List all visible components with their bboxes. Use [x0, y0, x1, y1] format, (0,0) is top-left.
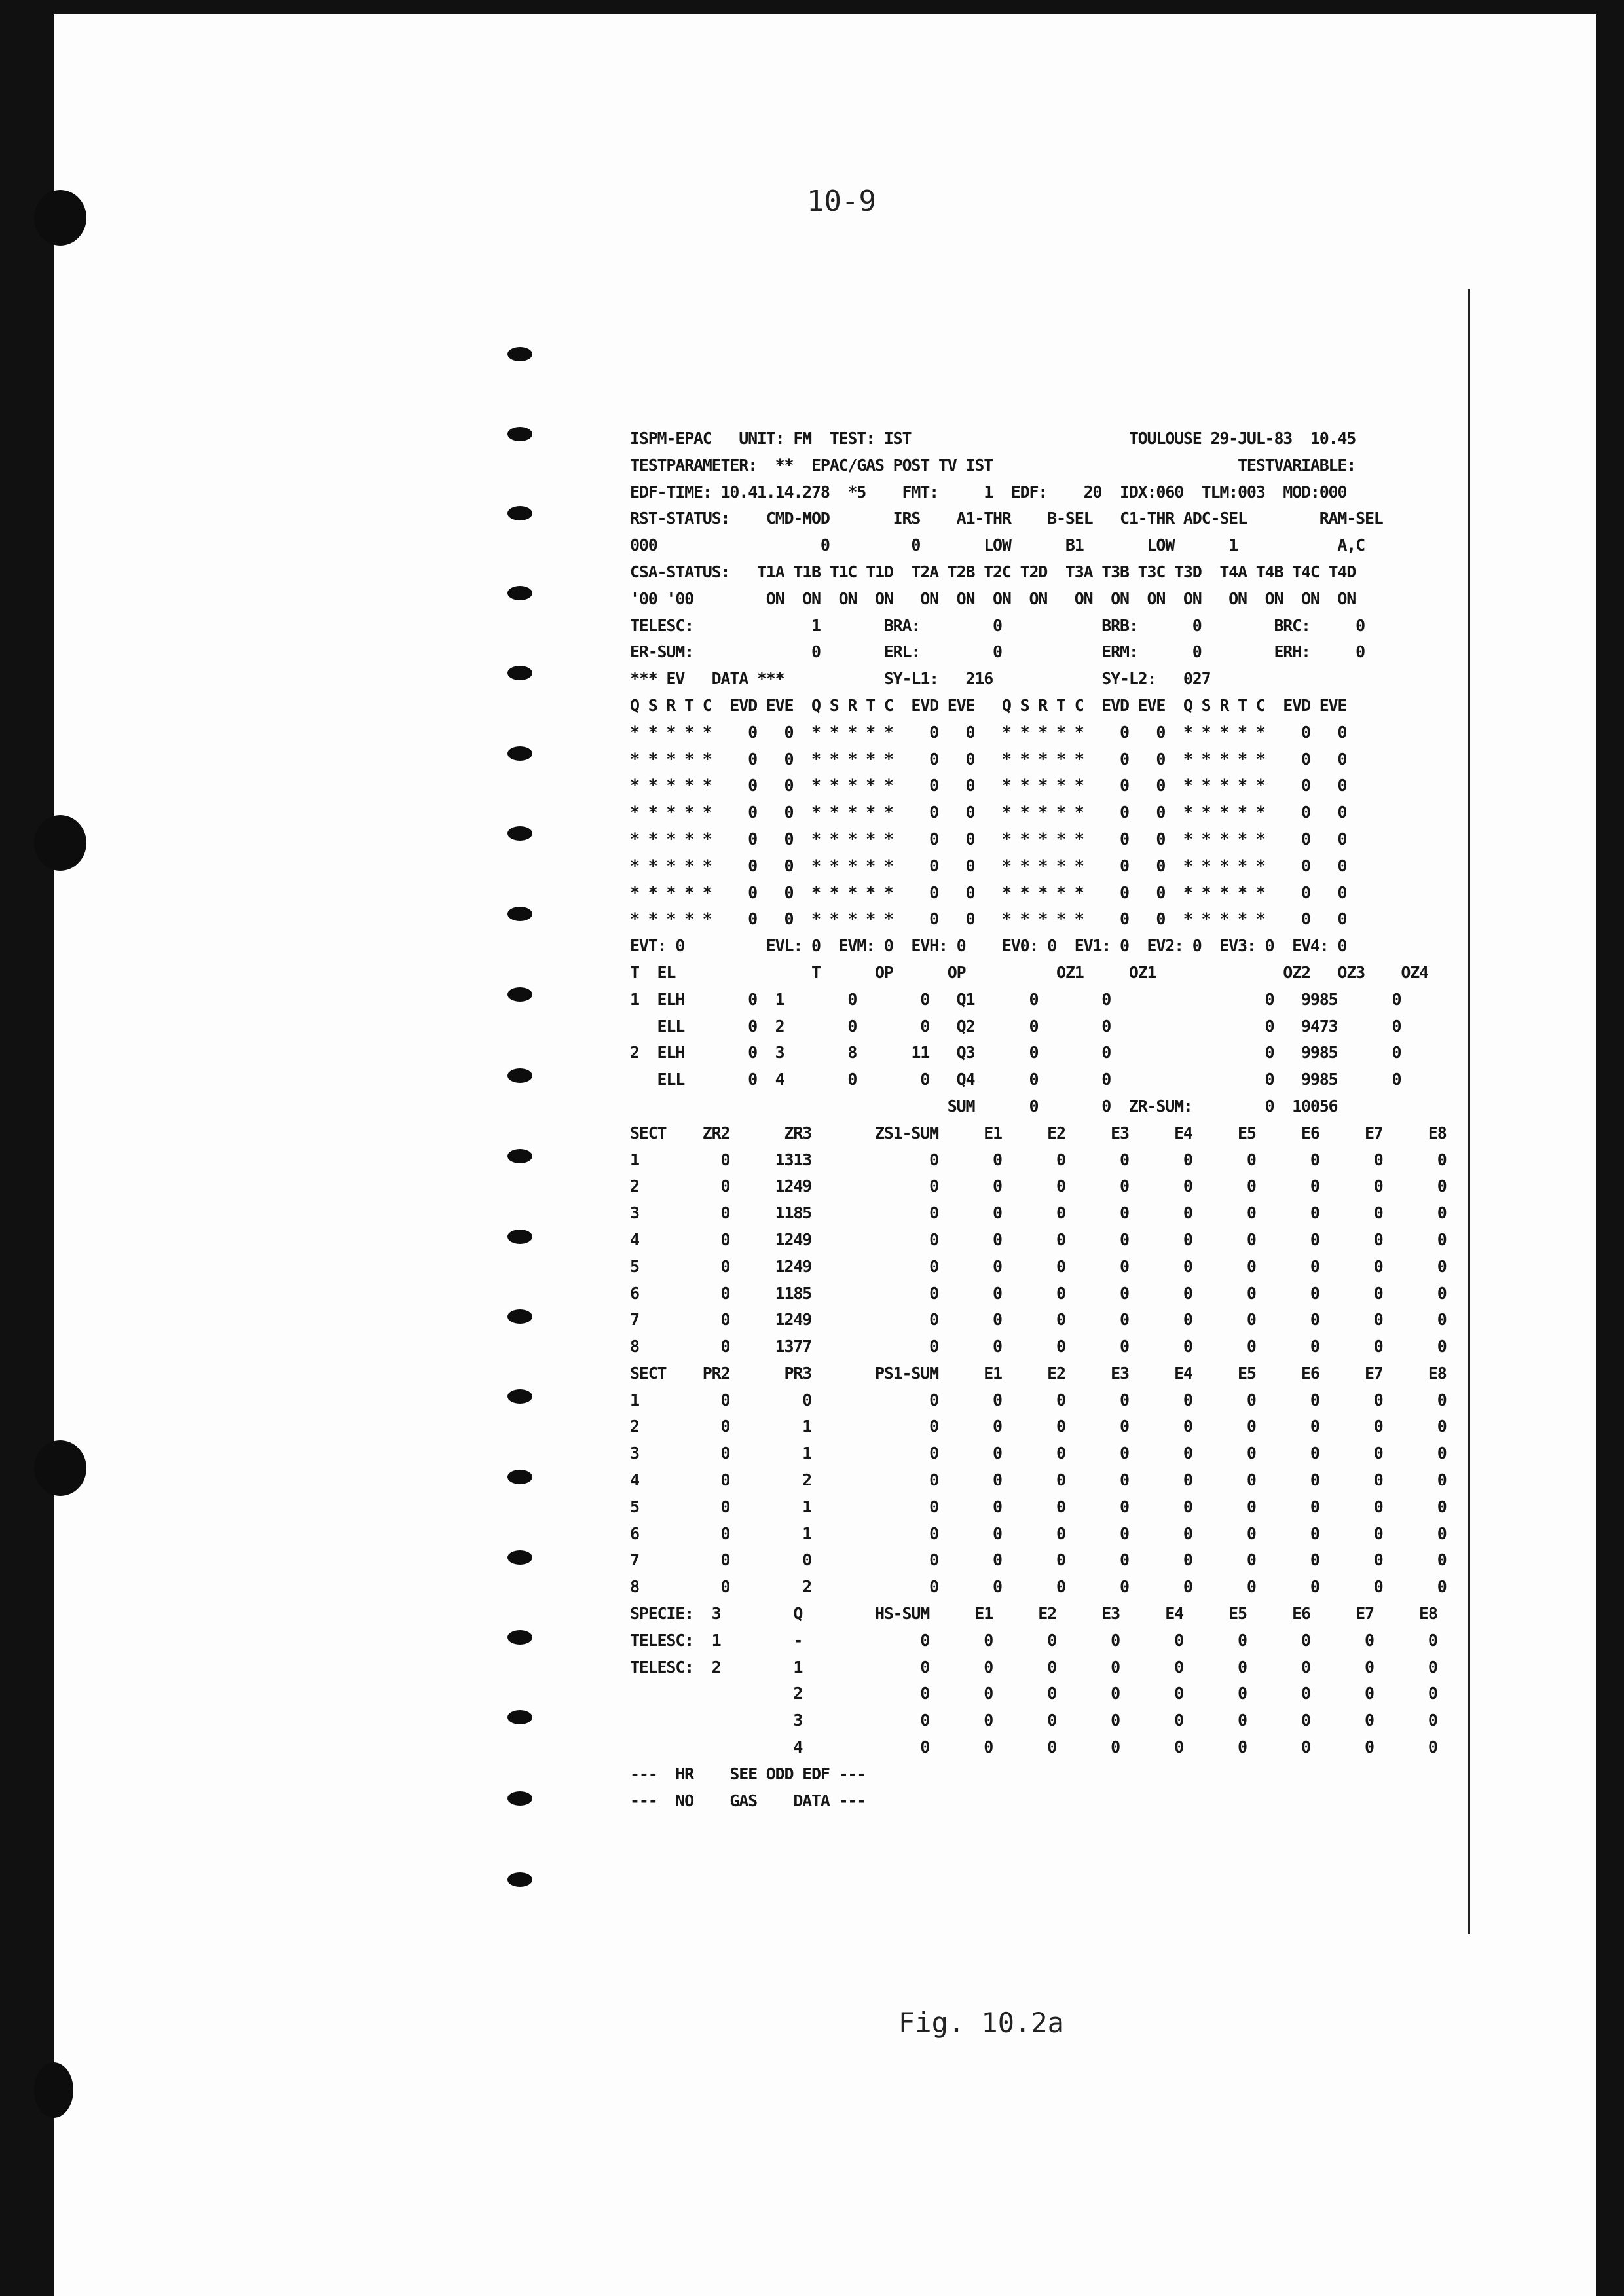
printout-line: 2 0 1249 0 0 0 0 0 0 0 0 0 [630, 1176, 1447, 1196]
sprocket-mark [507, 1872, 532, 1887]
printout-line: '00 '00 ON ON ON ON ON ON ON ON ON ON ON ON ON ON ON ON [630, 589, 1356, 608]
printout-line: SPECIE: 3 Q HS-SUM E1 E2 E3 E4 E5 E6 E7 E8 [630, 1604, 1437, 1624]
sprocket-mark [507, 1710, 532, 1724]
sprocket-mark [507, 987, 532, 1002]
printout-line: TELESC: 1 BRA: 0 BRB: 0 BRC: 0 [630, 615, 1365, 635]
printout-line: 4 0 2 0 0 0 0 0 0 0 0 0 [630, 1470, 1447, 1490]
sprocket-mark [507, 746, 532, 761]
printout-line: EDF-TIME: 10.41.14.278 *5 FMT: 1 EDF: 20 IDX:060 TLM:003 MOD:000 [630, 482, 1347, 501]
sprocket-mark [507, 1309, 532, 1324]
printout-line: 7 0 0 0 0 0 0 0 0 0 0 0 [630, 1550, 1447, 1570]
sprocket-mark [507, 666, 532, 680]
sprocket-mark [507, 826, 532, 841]
punch-hole [34, 190, 86, 246]
printout-line: SECT PR2 PR3 PS1-SUM E1 E2 E3 E4 E5 E6 E7 E8 [630, 1363, 1447, 1383]
printout-line: TELESC: 2 1 0 0 0 0 0 0 0 0 0 [630, 1657, 1437, 1677]
printout-line: ELL 0 4 0 0 Q4 0 0 0 9985 0 [630, 1070, 1401, 1089]
printout-line: --- NO GAS DATA --- [630, 1791, 866, 1810]
printout-line: 1 0 1313 0 0 0 0 0 0 0 0 0 [630, 1150, 1447, 1169]
printout-line: ELL 0 2 0 0 Q2 0 0 0 9473 0 [630, 1016, 1401, 1036]
sprocket-mark [507, 427, 532, 441]
printout-line: --- HR SEE ODD EDF --- [630, 1764, 866, 1783]
punch-hole [34, 1440, 86, 1496]
punch-hole [34, 2062, 73, 2118]
printout-line: * * * * * 0 0 * * * * * 0 0 * * * * * 0 0 * * * * * 0 0 [630, 856, 1347, 875]
printout-line: 8 0 2 0 0 0 0 0 0 0 0 0 [630, 1577, 1447, 1597]
printout-line: ISPM-EPAC UNIT: FM TEST: IST TOULOUSE 29-JUL-83 10.45 [630, 429, 1356, 448]
sprocket-mark [507, 586, 532, 600]
printout-line: 5 0 1 0 0 0 0 0 0 0 0 0 [630, 1497, 1447, 1516]
printout-line: 3 0 1 0 0 0 0 0 0 0 0 0 [630, 1444, 1447, 1463]
printout-line: SUM 0 0 ZR-SUM: 0 10056 [630, 1096, 1338, 1116]
printout-line: 3 0 0 0 0 0 0 0 0 0 [630, 1711, 1437, 1730]
printout-line: *** EV DATA *** SY-L1: 216 SY-L2: 027 [630, 669, 1211, 689]
printout-line: * * * * * 0 0 * * * * * 0 0 * * * * * 0 0 * * * * * 0 0 [630, 749, 1347, 769]
printout-line: T EL T OP OP OZ1 OZ1 OZ2 OZ3 OZ4 [630, 962, 1428, 982]
printout-line: 8 0 1377 0 0 0 0 0 0 0 0 0 [630, 1337, 1447, 1357]
right-margin-rule [1468, 289, 1470, 1934]
printout-line: 2 0 0 0 0 0 0 0 0 0 [630, 1684, 1437, 1704]
printout-line: CSA-STATUS: T1A T1B T1C T1D T2A T2B T2C T2D T3A T3B T3C T3D T4A T4B T4C T4D [630, 562, 1356, 581]
printout-line: 7 0 1249 0 0 0 0 0 0 0 0 0 [630, 1310, 1447, 1330]
printout-line: 6 0 1 0 0 0 0 0 0 0 0 0 [630, 1523, 1447, 1543]
sprocket-mark [507, 1149, 532, 1163]
sprocket-mark [507, 1630, 532, 1645]
printout-line: 3 0 1185 0 0 0 0 0 0 0 0 0 [630, 1203, 1447, 1223]
sprocket-mark [507, 1791, 532, 1806]
printout-line: EVT: 0 EVL: 0 EVM: 0 EVH: 0 EV0: 0 EV1: 0 EV2: 0 EV3: 0 EV4: 0 [630, 936, 1347, 956]
printout-line: 2 0 1 0 0 0 0 0 0 0 0 0 [630, 1417, 1447, 1436]
printout-line: * * * * * 0 0 * * * * * 0 0 * * * * * 0 0 * * * * * 0 0 [630, 776, 1347, 795]
printout-line: Q S R T C EVD EVE Q S R T C EVD EVE Q S R T C EVD EVE Q S R T C EVD EVE [630, 695, 1347, 715]
test-printout [630, 426, 1447, 1814]
printout-line: * * * * * 0 0 * * * * * 0 0 * * * * * 0 0 * * * * * 0 0 [630, 722, 1347, 742]
printout-line: 4 0 0 0 0 0 0 0 0 0 [630, 1738, 1437, 1757]
paper-sheet [54, 14, 1596, 2296]
punch-hole [34, 815, 86, 871]
printout-line: * * * * * 0 0 * * * * * 0 0 * * * * * 0 0 * * * * * 0 0 [630, 803, 1347, 822]
sprocket-mark [507, 1230, 532, 1244]
printout-line: 000 0 0 LOW B1 LOW 1 A,C [630, 536, 1365, 555]
printout-line: 6 0 1185 0 0 0 0 0 0 0 0 0 [630, 1283, 1447, 1303]
printout-line: 1 ELH 0 1 0 0 Q1 0 0 0 9985 0 [630, 989, 1401, 1009]
sprocket-mark [507, 1068, 532, 1083]
printout-line: TESTPARAMETER: ** EPAC/GAS POST TV IST TESTVARIABLE: [630, 455, 1356, 475]
sprocket-mark [507, 1389, 532, 1404]
sprocket-mark [507, 347, 532, 361]
printout-line: 5 0 1249 0 0 0 0 0 0 0 0 0 [630, 1256, 1447, 1276]
sprocket-mark [507, 907, 532, 921]
printout-line: RST-STATUS: CMD-MOD IRS A1-THR B-SEL C1-THR ADC-SEL RAM-SEL [630, 509, 1383, 528]
printout-line: ER-SUM: 0 ERL: 0 ERM: 0 ERH: 0 [630, 642, 1365, 662]
printout-line: 1 0 0 0 0 0 0 0 0 0 0 0 [630, 1390, 1447, 1410]
sprocket-mark [507, 506, 532, 520]
printout-line: SECT ZR2 ZR3 ZS1-SUM E1 E2 E3 E4 E5 E6 E7 E8 [630, 1123, 1447, 1142]
printout-line: 4 0 1249 0 0 0 0 0 0 0 0 0 [630, 1230, 1447, 1249]
sprocket-mark [507, 1550, 532, 1565]
printout-line: * * * * * 0 0 * * * * * 0 0 * * * * * 0 0 * * * * * 0 0 [630, 883, 1347, 902]
printout-line: TELESC: 1 - 0 0 0 0 0 0 0 0 0 [630, 1630, 1437, 1650]
printout-line: * * * * * 0 0 * * * * * 0 0 * * * * * 0 0 * * * * * 0 0 [630, 829, 1347, 848]
printout-line: * * * * * 0 0 * * * * * 0 0 * * * * * 0 0 * * * * * 0 0 [630, 909, 1347, 929]
page-number: 10-9 [807, 185, 876, 218]
figure-caption: Fig. 10.2a [898, 2007, 1064, 2039]
printout-line: 2 ELH 0 3 8 11 Q3 0 0 0 9985 0 [630, 1043, 1401, 1063]
sprocket-mark [507, 1470, 532, 1484]
